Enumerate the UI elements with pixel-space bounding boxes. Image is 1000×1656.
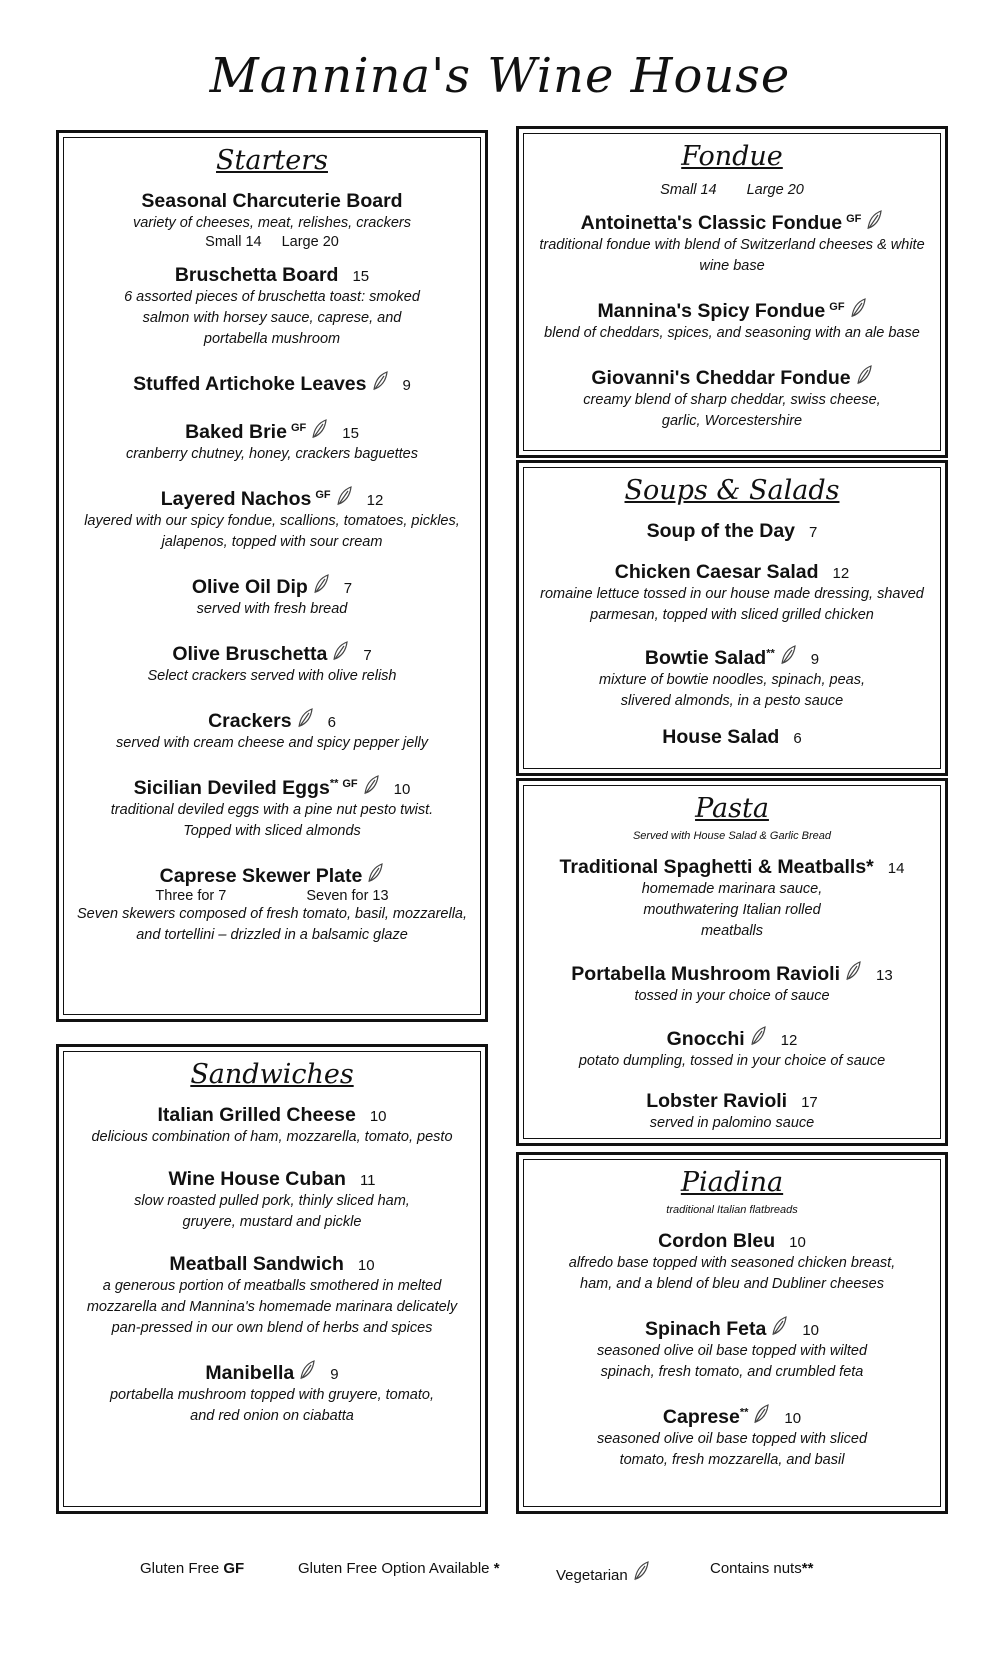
menu-item bbox=[73, 485, 471, 553]
menu-item bbox=[533, 856, 931, 942]
vegetarian-leaf-icon bbox=[331, 640, 349, 662]
starters-title: Starters bbox=[216, 145, 328, 176]
item-price: 10 bbox=[369, 1108, 387, 1125]
item-price: 14 bbox=[887, 860, 905, 877]
item-description: Select crackers served with olive relish bbox=[147, 668, 397, 684]
size-price: Small 14 bbox=[660, 182, 717, 198]
item-price: 11 bbox=[359, 1172, 376, 1189]
item-description: mixture of bowtie noodles, spinach, peas, slivered almonds, in a pesto sauce bbox=[599, 672, 865, 709]
item-price: 7 bbox=[343, 580, 353, 597]
item-name: Baked Brie bbox=[185, 421, 287, 443]
size-price: Three for 7 bbox=[155, 888, 227, 904]
item-name: Crackers bbox=[208, 710, 292, 732]
soups-salads-section bbox=[516, 460, 948, 776]
item-description: traditional deviled eggs with a pine nut pesto twist. Topped with sliced almonds bbox=[110, 802, 434, 839]
gluten-free-tag: GF bbox=[290, 421, 307, 434]
item-description: portabella mushroom topped with gruyere, tomato, and red onion on ciabatta bbox=[109, 1387, 434, 1424]
menu-item bbox=[73, 264, 471, 350]
item-name: Spinach Feta bbox=[644, 1318, 767, 1340]
piadina-subtitle: traditional Italian flatbreads bbox=[666, 1204, 798, 1216]
item-price: 6 bbox=[793, 730, 802, 747]
vegetarian-leaf-icon bbox=[632, 1560, 650, 1582]
item-description: 6 assorted pieces of bruschetta toast: smoked salmon with horsey sauce, caprese, and portabella mushroom bbox=[124, 289, 420, 347]
contains-nuts-mark: ** bbox=[329, 777, 339, 790]
starters-section bbox=[56, 130, 488, 1022]
item-name: Antoinetta's Classic Fondue bbox=[580, 212, 843, 234]
menu-item bbox=[73, 862, 471, 946]
item-description: homemade marinara sauce, mouthwatering Italian rolled meatballs bbox=[641, 881, 823, 939]
menu-item bbox=[73, 1104, 471, 1148]
menu-item bbox=[533, 1090, 931, 1134]
item-description: served in palomino sauce bbox=[649, 1115, 815, 1131]
menu-item bbox=[73, 707, 471, 754]
item-price: 12 bbox=[832, 565, 850, 582]
menu-item bbox=[73, 573, 471, 620]
item-name: Seasonal Charcuterie Board bbox=[141, 190, 403, 212]
size-price: Small 14 bbox=[205, 234, 262, 250]
gluten-free-tag: GF bbox=[315, 488, 331, 501]
item-description: creamy blend of sharp cheddar, swiss cheese, garlic, Worcestershire bbox=[583, 392, 881, 429]
soups-salads-title: Soups & Salads bbox=[624, 475, 840, 506]
gluten-free-tag: GF bbox=[846, 212, 862, 225]
item-price: 12 bbox=[366, 492, 384, 509]
item-description: seasoned olive oil base topped with sliced tomato, fresh mozzarella, and basil bbox=[596, 1431, 868, 1468]
size-price: Seven for 13 bbox=[306, 888, 389, 904]
pasta-title: Pasta bbox=[695, 793, 769, 824]
menu-item bbox=[533, 520, 931, 543]
item-price: 17 bbox=[801, 1094, 818, 1111]
item-price: 10 bbox=[357, 1257, 375, 1274]
item-name: Caprese bbox=[662, 1406, 740, 1428]
contains-nuts-mark: ** bbox=[766, 647, 775, 660]
item-price: 10 bbox=[393, 781, 411, 798]
menu-item bbox=[533, 364, 931, 432]
item-name: Traditional Spaghetti & Meatballs* bbox=[559, 856, 874, 878]
fondue-section bbox=[516, 126, 948, 458]
gluten-free-tag: GF bbox=[829, 300, 845, 313]
item-name: Cordon Bleu bbox=[658, 1230, 776, 1252]
item-description: blend of cheddars, spices, and seasoning with an ale base bbox=[544, 325, 920, 341]
item-price: 7 bbox=[809, 524, 818, 541]
item-name: Olive Bruschetta bbox=[172, 643, 328, 665]
item-name: Mannina's Spicy Fondue bbox=[597, 300, 826, 322]
vegetarian-leaf-icon bbox=[296, 707, 314, 729]
item-description: a generous portion of meatballs smothered in melted mozzarella and Mannina's homemade marinara delicately pan-pressed in our own blend of herbs and spices bbox=[86, 1278, 458, 1336]
menu-item bbox=[73, 1359, 471, 1427]
item-name: Bowtie Salad bbox=[644, 647, 767, 669]
vegetarian-leaf-icon bbox=[298, 1359, 316, 1381]
contains-nuts-mark: ** bbox=[739, 1406, 749, 1419]
legend-contains-nuts: Contains nuts** bbox=[710, 1560, 814, 1577]
vegetarian-leaf-icon bbox=[865, 209, 883, 231]
item-name: Bruschetta Board bbox=[174, 264, 339, 286]
sandwiches-section bbox=[56, 1044, 488, 1514]
vegetarian-leaf-icon bbox=[844, 960, 862, 982]
restaurant-title: Mannina's Wine House bbox=[209, 48, 791, 104]
item-price: 9 bbox=[810, 651, 820, 668]
piadina-section bbox=[516, 1152, 948, 1514]
item-name: Layered Nachos bbox=[160, 488, 312, 510]
item-description: seasoned olive oil base topped with wilted spinach, fresh tomato, and crumbled feta bbox=[596, 1343, 868, 1380]
pasta-section bbox=[516, 778, 948, 1146]
fondue-title: Fondue bbox=[681, 141, 783, 172]
menu-item bbox=[533, 209, 931, 277]
item-description: delicious combination of ham, mozzarella, tomato, pesto bbox=[91, 1129, 453, 1145]
item-price: 10 bbox=[784, 1410, 802, 1427]
vegetarian-leaf-icon bbox=[855, 364, 873, 386]
item-name: Portabella Mushroom Ravioli bbox=[571, 963, 841, 985]
item-price: 9 bbox=[330, 1366, 339, 1383]
sandwiches-title: Sandwiches bbox=[190, 1059, 354, 1090]
menu-item bbox=[533, 1315, 931, 1383]
item-description: potato dumpling, tossed in your choice of sauce bbox=[578, 1053, 886, 1069]
item-name: Italian Grilled Cheese bbox=[157, 1104, 356, 1126]
item-name: Chicken Caesar Salad bbox=[614, 561, 819, 583]
item-description: cranberry chutney, honey, crackers baguettes bbox=[125, 446, 419, 462]
item-price: 6 bbox=[327, 714, 336, 731]
menu-item bbox=[73, 370, 471, 396]
item-name: Olive Oil Dip bbox=[191, 576, 308, 598]
menu-item bbox=[533, 960, 931, 1007]
menu-item bbox=[73, 418, 471, 465]
item-price: 10 bbox=[802, 1322, 820, 1339]
pasta-subtitle: Served with House Salad & Garlic Bread bbox=[632, 830, 832, 842]
item-description: layered with our spicy fondue, scallions, tomatoes, pickles, jalapenos, topped with sour cream bbox=[84, 513, 460, 550]
menu-item bbox=[533, 1025, 931, 1072]
menu-item bbox=[533, 1230, 931, 1295]
item-name: Sicilian Deviled Eggs bbox=[133, 777, 330, 799]
size-price: Large 20 bbox=[746, 182, 804, 198]
vegetarian-leaf-icon bbox=[849, 297, 867, 319]
item-name: Soup of the Day bbox=[646, 520, 796, 542]
vegetarian-leaf-icon bbox=[335, 485, 353, 507]
item-name: House Salad bbox=[662, 726, 780, 748]
item-price: 7 bbox=[363, 647, 372, 664]
menu-item bbox=[73, 1168, 471, 1233]
item-price: 15 bbox=[342, 425, 359, 442]
legend-vegetarian: Vegetarian bbox=[556, 1560, 650, 1584]
item-description: variety of cheeses, meat, relishes, crackers bbox=[132, 215, 412, 231]
item-price: 9 bbox=[402, 377, 411, 394]
item-price: 12 bbox=[780, 1032, 798, 1049]
vegetarian-leaf-icon bbox=[770, 1315, 788, 1337]
menu-item bbox=[73, 640, 471, 687]
vegetarian-leaf-icon bbox=[366, 862, 384, 884]
legend-gluten-free-option: Gluten Free Option Available * bbox=[298, 1560, 500, 1577]
legend-gluten-free: Gluten Free GF bbox=[140, 1560, 245, 1577]
menu-item bbox=[533, 726, 931, 749]
item-description: slow roasted pulled pork, thinly sliced ham, gruyere, mustard and pickle bbox=[134, 1193, 410, 1230]
vegetarian-leaf-icon bbox=[362, 774, 380, 796]
vegetarian-leaf-icon bbox=[310, 418, 328, 440]
item-description: alfredo base topped with seasoned chicken breast, ham, and a blend of bleu and Dubliner cheeses bbox=[568, 1255, 896, 1292]
vegetarian-leaf-icon bbox=[371, 370, 389, 392]
menu-item bbox=[533, 1403, 931, 1471]
item-description: served with cream cheese and spicy pepper jelly bbox=[116, 735, 428, 751]
vegetarian-leaf-icon bbox=[749, 1025, 767, 1047]
menu-item bbox=[73, 1253, 471, 1339]
item-description: served with fresh bread bbox=[196, 601, 348, 617]
item-price: 15 bbox=[352, 268, 370, 285]
vegetarian-leaf-icon bbox=[752, 1403, 770, 1425]
item-name: Meatball Sandwich bbox=[169, 1253, 344, 1275]
item-price: 13 bbox=[876, 967, 893, 984]
item-name: Giovanni's Cheddar Fondue bbox=[591, 367, 851, 389]
item-description: tossed in your choice of sauce bbox=[634, 988, 830, 1004]
vegetarian-leaf-icon bbox=[312, 573, 330, 595]
menu-item bbox=[73, 190, 471, 250]
item-name: Manibella bbox=[205, 1362, 295, 1384]
gluten-free-tag: GF bbox=[342, 777, 358, 790]
item-description: traditional fondue with blend of Switzerland cheeses & white wine base bbox=[539, 237, 925, 274]
item-name: Caprese Skewer Plate bbox=[159, 865, 363, 887]
item-price: 10 bbox=[789, 1234, 806, 1251]
menu-item bbox=[533, 644, 931, 712]
item-description: romaine lettuce tossed in our house made dressing, shaved parmesan, topped with sliced grilled chicken bbox=[540, 586, 924, 623]
item-name: Wine House Cuban bbox=[168, 1168, 346, 1190]
size-price: Large 20 bbox=[281, 234, 339, 250]
item-name: Gnocchi bbox=[666, 1028, 745, 1050]
menu-item bbox=[533, 297, 931, 344]
menu-item bbox=[73, 774, 471, 842]
vegetarian-leaf-icon bbox=[779, 644, 797, 666]
menu-item bbox=[533, 561, 931, 626]
item-name: Lobster Ravioli bbox=[646, 1090, 788, 1112]
piadina-title: Piadina bbox=[680, 1167, 784, 1198]
item-description: Seven skewers composed of fresh tomato, basil, mozzarella, and tortellini – drizzled in a balsamic glaze bbox=[76, 906, 468, 943]
item-name: Stuffed Artichoke Leaves bbox=[133, 373, 367, 395]
